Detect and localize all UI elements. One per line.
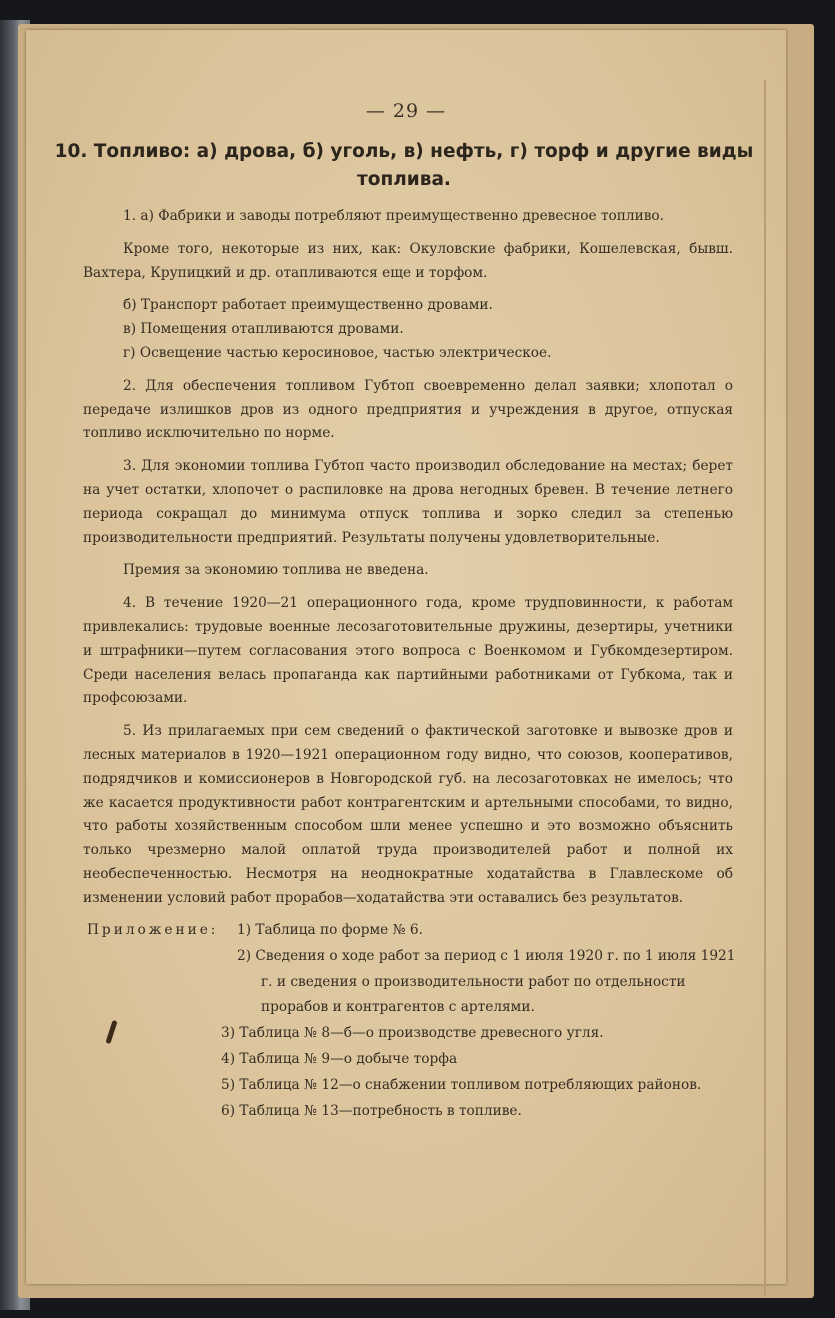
section-heading: 10. Топливо: а) дрова, б) уголь, в) нефть, г) торф и другие виды топлива. — [54, 141, 754, 190]
paragraph-4: 4. В течение 1920—21 операционного года, кроме трудповинности, к работам привлекались: трудовые военные лесозаготовительные дружины, дезертиры, учетники и штрафники—путем согласования этого вопроса с Военкомом и Губкомдезертиром. Среди населения велась пропаганда как партийными работниками от Губкома, так и профсоюзами. — [83, 595, 733, 707]
paragraph-premium: Премия за экономию топлива не введена. — [123, 562, 429, 579]
paragraph-peat-heating: Кроме того, некоторые из них, как: Окуловские фабрики, Кошелевская, бывш. Вахтера, Крупицкий и др. отапливаются еще и торфом. — [83, 240, 733, 281]
paragraph-5: 5. Из прилагаемых при сем сведений о фактической заготовке и вывозке дров и лесных материалов в 1920—1921 операционном году видно, что союзов, кооперативов, подрядчиков и комиссионеров в Новгородской губ. на лесозаготовках не имелось; что же касается продуктивности работ контрагентским и артельными способами, то видно, что работы хозяйственным способом шли менее успешно и это возможно объяснить только чрезмерно малой оплатой труда производителей работ и полной их необеспеченностью. Несмотря на неоднократные ходатайства в Главлескоме об изменении условий работ прорабов—ходатайства эти оставались без результатов. — [83, 723, 733, 906]
appendix-list — [221, 918, 737, 1124]
appendix-item-5: 5) Таблица № 12—о снабжении топливом потребляющих районов. — [221, 1076, 702, 1093]
page-fold-line — [764, 80, 766, 1295]
paragraph-3: 3. Для экономии топлива Губтоп часто производил обследование на местах; берет на учет остатки, хлопочет о распиловке на дрова негодных бревен. В течение летнего периода сокращал до минимума отпуск топлива и зорко следил за степенью производительности предприятий. Результаты получены удовлетворительные. — [83, 458, 733, 546]
appendix-item-4: 4) Таблица № 9—о добыче торфа — [221, 1050, 458, 1067]
appendix-item-3: 3) Таблица № 8—б—о производстве древесного угля. — [221, 1025, 604, 1042]
ink-mark — [105, 1020, 117, 1044]
paragraph-1b: б) Транспорт работает преимущественно дровами. — [123, 297, 493, 314]
paragraph-2: 2. Для обеспечения топливом Губтоп своевременно делал заявки; хлопотал о передаче излишков дров из одного предприятия и учреждения в другое, отпуская топливо исключительно по норме. — [83, 377, 733, 442]
page-number: — 29 — — [365, 100, 447, 122]
body-text — [83, 205, 733, 920]
appendix-item-1: 1) Таблица по форме № 6. — [237, 922, 423, 938]
appendix-item-6: 6) Таблица № 13—потребность в топливе. — [221, 1102, 522, 1119]
document-page — [26, 30, 786, 1284]
paragraph-1v: в) Помещения отапливаются дровами. — [123, 321, 404, 338]
appendix-item-2: 2) Сведения о ходе работ за период с 1 июля 1920 г. по 1 июля 1921 г. и сведения о производительности работ по отдельности прорабов и контрагентов с артелями. — [237, 947, 736, 1016]
appendix-label: Приложение: — [87, 922, 219, 938]
paragraph-1g: г) Освещение частью керосиновое, частью электрическое. — [123, 344, 552, 361]
paragraph-1a: 1. а) Фабрики и заводы потребляют преимущественно древесное топливо. — [123, 208, 665, 224]
